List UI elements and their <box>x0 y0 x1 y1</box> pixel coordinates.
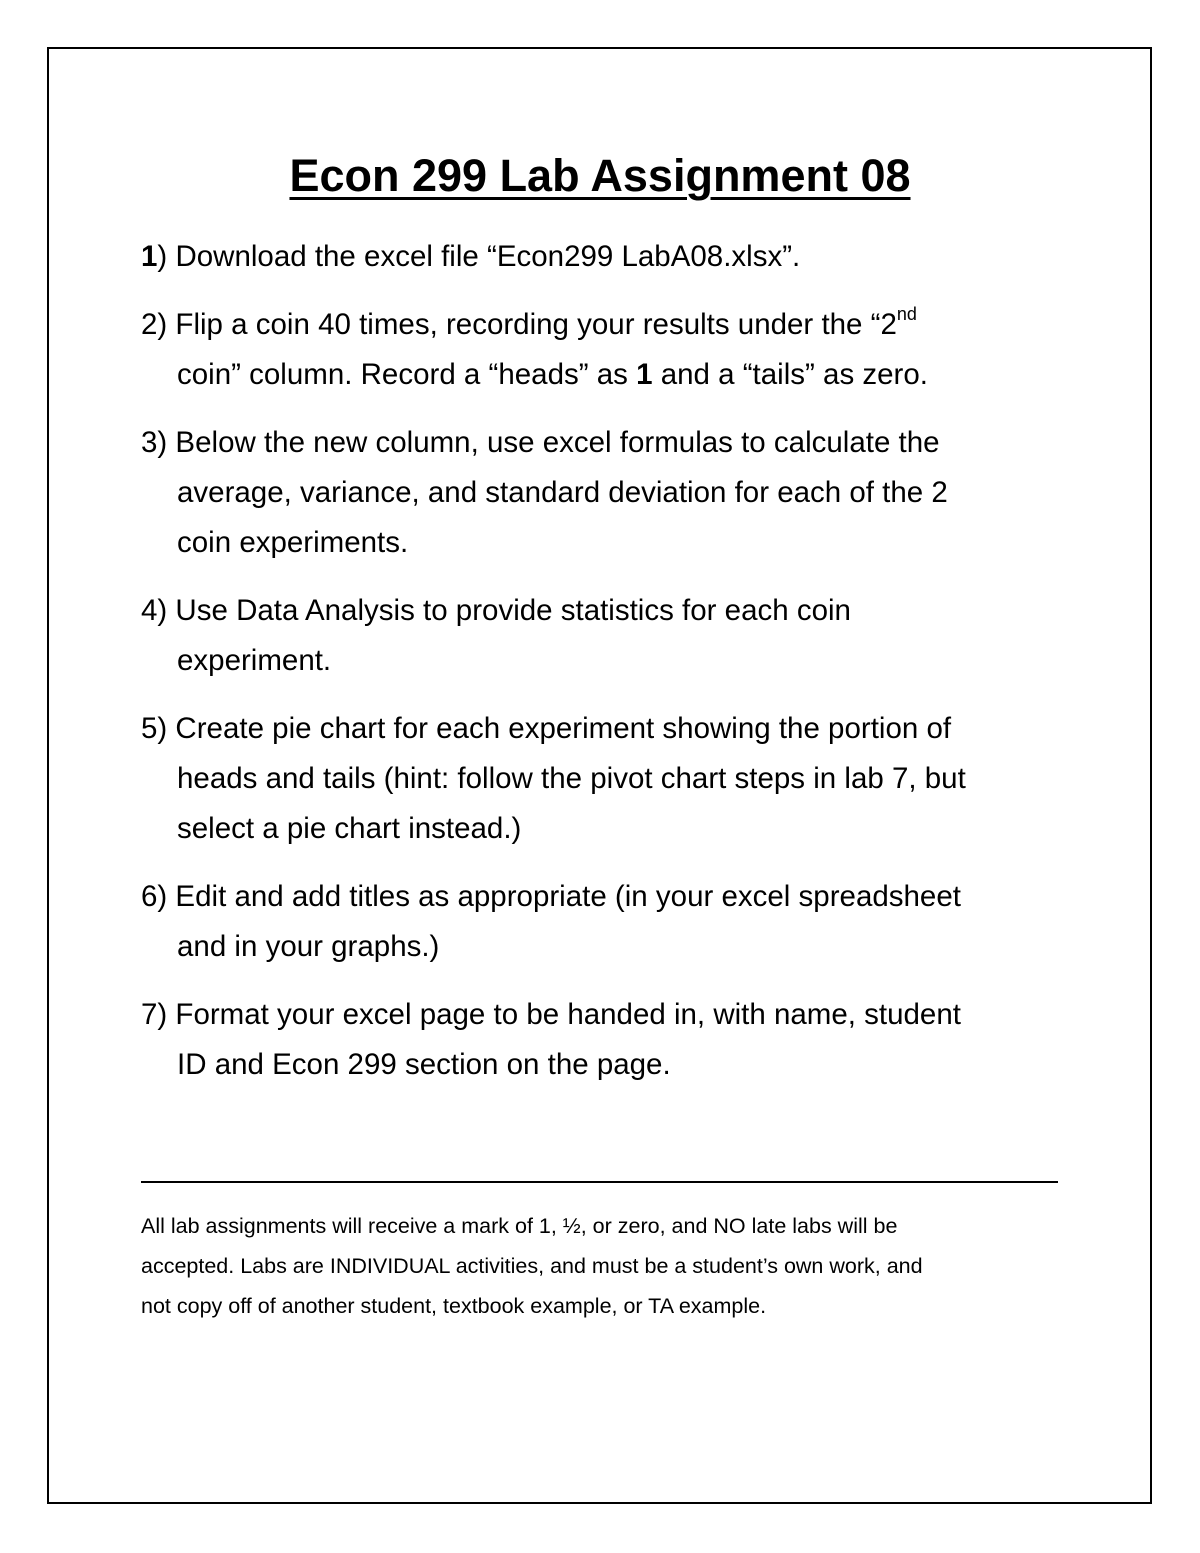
step-3 <box>141 418 1081 568</box>
step-number: 2) <box>141 308 168 341</box>
step-number: 3) <box>141 426 168 459</box>
step-7 <box>141 990 1081 1090</box>
step-2 <box>141 300 1081 400</box>
step-text: and a “tails” as zero. <box>652 358 928 391</box>
step-text: Create pie chart for each experiment showing the portion of <box>167 712 952 745</box>
step-number: 5) <box>141 712 168 745</box>
footnote-line: not copy off of another student, textbook example, or TA example. <box>141 1294 767 1318</box>
instruction-list <box>141 232 1081 1108</box>
divider <box>141 1181 1058 1183</box>
step-text: Below the new column, use excel formulas to calculate the <box>167 426 940 459</box>
step-text: coin” column. Record a “heads” as <box>177 358 637 391</box>
step-text: ) Download the excel file “Econ299 LabA08.xlsx”. <box>157 240 801 273</box>
step-number: 1 <box>141 240 158 273</box>
step-text: heads and tails (hint: follow the pivot chart steps in lab 7, but <box>177 762 966 795</box>
step-text: coin experiments. <box>177 526 409 559</box>
step-text: and in your graphs.) <box>177 930 440 963</box>
step-text: ID and Econ 299 section on the page. <box>177 1048 671 1081</box>
step-5 <box>141 704 1081 854</box>
emphasis-value: 1 <box>636 358 653 391</box>
step-number: 6) <box>141 880 168 913</box>
step-4 <box>141 586 1081 686</box>
step-6 <box>141 872 1081 972</box>
footnote-line: accepted. Labs are INDIVIDUAL activities, and must be a student’s own work, and <box>141 1254 923 1278</box>
step-1 <box>141 232 1081 282</box>
step-text: Flip a coin 40 times, recording your results under the “2 <box>167 308 897 341</box>
step-text: select a pie chart instead.) <box>177 812 522 845</box>
step-text: Use Data Analysis to provide statistics for each coin <box>167 594 851 627</box>
footnote <box>141 1206 1101 1326</box>
page-title: Econ 299 Lab Assignment 08 <box>289 150 911 201</box>
step-number: 7) <box>141 998 168 1031</box>
step-number: 4) <box>141 594 168 627</box>
step-text: Edit and add titles as appropriate (in your excel spreadsheet <box>167 880 961 913</box>
step-text: experiment. <box>177 644 332 677</box>
step-text: average, variance, and standard deviation for each of the 2 <box>177 476 948 509</box>
step-text: Format your excel page to be handed in, with name, student <box>167 998 961 1031</box>
footnote-line: All lab assignments will receive a mark of 1, ½, or zero, and NO late labs will be <box>141 1214 898 1238</box>
superscript: nd <box>896 304 917 324</box>
